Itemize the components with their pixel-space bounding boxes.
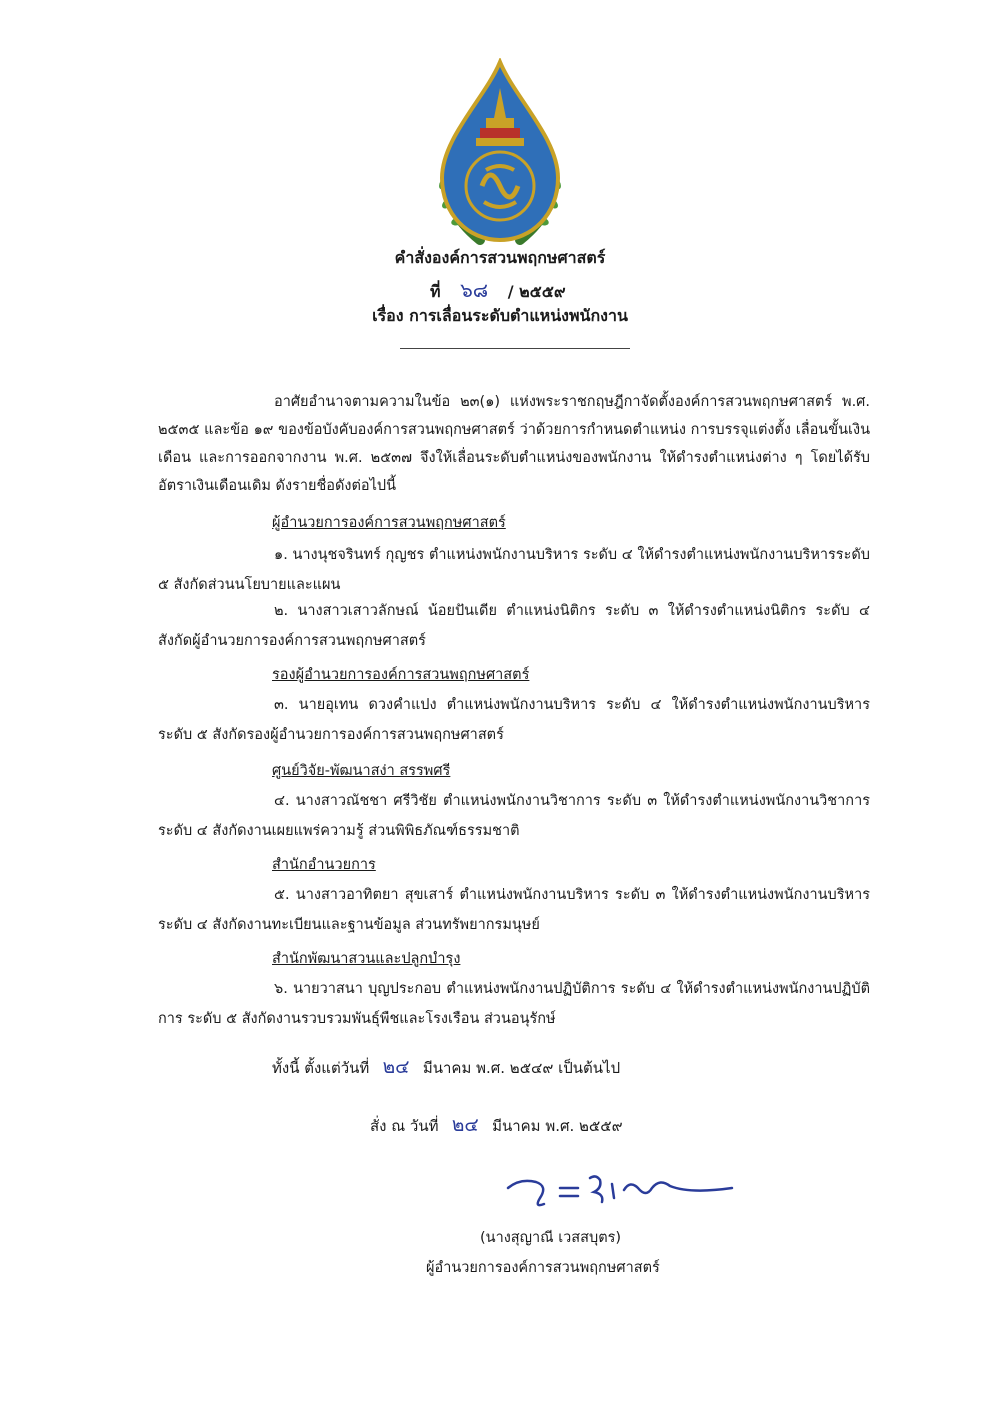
signed-day-handwritten: ๒๔: [451, 1114, 479, 1136]
order-year: / ๒๕๕๙: [507, 282, 566, 301]
signer-title: ผู้อำนวยการองค์การสวนพฤกษศาสตร์: [426, 1260, 660, 1276]
list-item: ๓. นายอุเทน ดวงคำแปง ตำแหน่งพนักงานบริหาร ระดับ ๔ ให้ดำรงตำแหน่งพนักงานบริหารระดับ ๕ สังกัดรองผู้อำนวยการองค์การสวนพฤกษศาสตร์: [158, 697, 870, 743]
signer-name: (นางสุญาณี เวสสบุตร): [480, 1230, 622, 1246]
order-title: คำสั่งองค์การสวนพฤกษศาสตร์: [394, 248, 606, 267]
list-item: ๖. นายวาสนา บุญประกอบ ตำแหน่งพนักงานปฏิบัติการ ระดับ ๔ ให้ดำรงตำแหน่งพนักงานปฏิบัติการ ระดับ ๕ สังกัดงานรวบรวมพันธุ์พืชและโรงเรือน ส่วนอนุรักษ์: [158, 981, 870, 1027]
section-heading: สำนักพัฒนาสวนและปลูกบำรุง: [272, 951, 461, 967]
effective-date-line: [272, 1052, 620, 1082]
list-item: ๔. นางสาวณัชชา ศรีวิชัย ตำแหน่งพนักงานวิชาการ ระดับ ๓ ให้ดำรงตำแหน่งพนักงานวิชาการ ระดับ ๔ สังกัดงานเผยแพร่ความรู้ ส่วนพิพิธภัณฑ์ธรรมชาติ: [158, 793, 870, 839]
section-heading: ศูนย์วิจัย-พัฒนาสง่า สรรพศรี: [272, 763, 451, 779]
effective-prefix: ทั้งนี้ ตั้งแต่วันที่: [272, 1059, 370, 1077]
order-subject: เรื่อง การเลื่อนระดับตำแหน่งพนักงาน: [372, 306, 628, 325]
list-item: ๒. นางสาวเสาวลักษณ์ น้อยปันเดีย ตำแหน่งนิติกร ระดับ ๓ ให้ดำรงตำแหน่งนิติกร ระดับ ๔ สังกัดผู้อำนวยการองค์การสวนพฤกษศาสตร์: [158, 603, 870, 649]
signed-prefix: สั่ง ณ วันที่: [370, 1117, 439, 1135]
effective-suffix: มีนาคม พ.ศ. ๒๕๔๙ เป็นต้นไป: [422, 1059, 621, 1077]
header-divider: [400, 348, 630, 349]
order-number-line: [430, 274, 566, 306]
signed-suffix: มีนาคม พ.ศ. ๒๕๕๙: [492, 1117, 623, 1135]
signed-date-line: [370, 1110, 623, 1140]
intro-paragraph: อาศัยอำนาจตามความในข้อ ๒๓(๑) แห่งพระราชกฤษฎีกาจัดตั้งองค์การสวนพฤกษศาสตร์ พ.ศ. ๒๕๓๕ และข้อ ๑๙ ของข้อบังคับองค์การสวนพฤกษศาสตร์ ว่าด้วยการกำหนดตำแหน่ง การบรรจุแต่งตั้ง เลื่อนขั้นเงินเดือน และการออกจากงาน พ.ศ. ๒๕๓๗ จึงให้เลื่อนระดับตำแหน่งของพนักงาน ให้ดำรงตำแหน่งต่าง ๆ โดยได้รับอัตราเงินเดือนเดิม ดังรายชื่อดังต่อไปนี้: [158, 394, 870, 494]
section-heading: ผู้อำนวยการองค์การสวนพฤกษศาสตร์: [272, 515, 506, 531]
list-item: ๑. นางนุชจรินทร์ กุญชร ตำแหน่งพนักงานบริหาร ระดับ ๔ ให้ดำรงตำแหน่งพนักงานบริหารระดับ ๕ สังกัดส่วนนโยบายและแผน: [158, 547, 870, 593]
section-heading: สำนักอำนวยการ: [272, 857, 376, 873]
signature-icon: [500, 1158, 740, 1218]
effective-day-handwritten: ๒๔: [382, 1056, 410, 1078]
order-number-handwritten: ๖๘: [460, 278, 489, 302]
section-heading: รองผู้อำนวยการองค์การสวนพฤกษศาสตร์: [272, 667, 530, 683]
order-label: ที่: [430, 282, 441, 301]
list-item: ๕. นางสาวอาทิตยา สุขเสาร์ ตำแหน่งพนักงานบริหาร ระดับ ๓ ให้ดำรงตำแหน่งพนักงานบริหาร ระดับ ๔ สังกัดงานทะเบียนและฐานข้อมูล ส่วนทรัพยากรมนุษย์: [158, 887, 870, 933]
organization-emblem-icon: [420, 58, 580, 248]
